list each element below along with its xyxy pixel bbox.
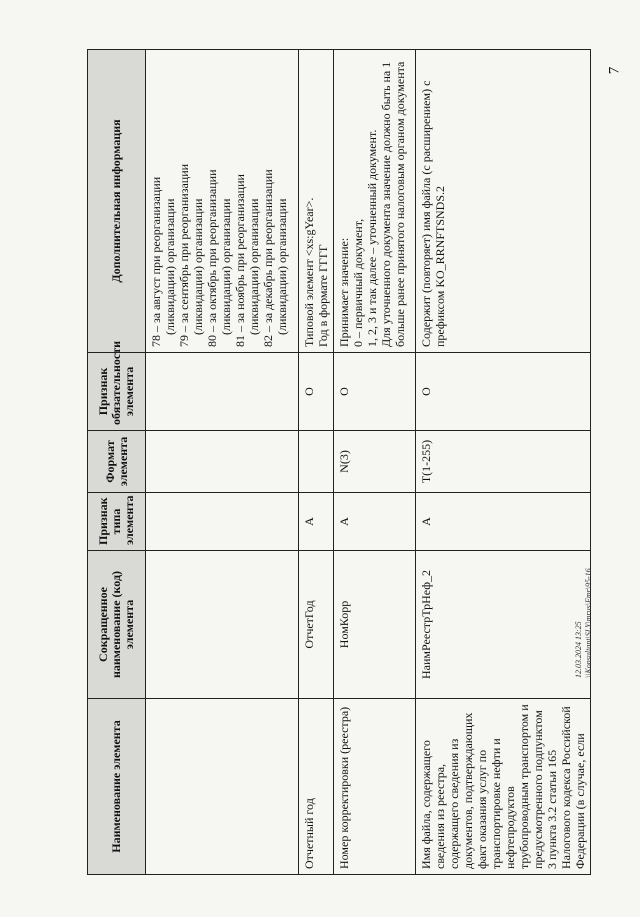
cell-format: N(3) xyxy=(334,431,416,493)
page-number: 7 xyxy=(605,66,622,75)
cell-code: ОтчетГод xyxy=(299,551,334,699)
cell-code: НомКорр xyxy=(334,551,416,699)
cell-name: Отчетный год xyxy=(299,699,334,875)
info-line: Типовой элемент <xs:gYear>. xyxy=(302,197,316,347)
info-line: 1, 2, 3 и так далее – уточненный документ. xyxy=(365,129,379,347)
info-line: Год в формате ГГГГ xyxy=(316,244,330,347)
continuation-info-cell xyxy=(146,50,299,353)
header-additional-info: Дополнительная информация xyxy=(88,50,146,353)
info-line: 78 – за август при реорганизации xyxy=(149,176,163,347)
cell-format: T(1-255) xyxy=(416,431,591,493)
table-row xyxy=(416,50,591,875)
stamp-path: \\Konsultant\SLY\mrus\Fmr\95-16 xyxy=(584,568,593,678)
table-row xyxy=(334,50,416,875)
cell-type: А xyxy=(416,493,591,551)
info-line: (ликвидации) организации xyxy=(191,198,205,335)
cell-info xyxy=(334,50,416,353)
cell-required: О xyxy=(299,353,334,431)
cell-name: Имя файла, содержащего сведения из реестра, содержащего сведения из документов, подтверждающих факт оказания услуг по транспортировке нефти и нефтепродуктов трубопроводным транспортом и предусмотренного подпунктом 3 пункта 3.2 статьи 165 Налогового кодекса Российской Федерации (в случае, если xyxy=(416,699,591,875)
header-element-format: Формат элемента xyxy=(88,431,146,493)
info-line: (ликвидации) организации xyxy=(247,198,261,335)
header-element-type: Признак типа элемента xyxy=(88,493,146,551)
info-line: 79 – за сентябрь при реорганизации xyxy=(177,163,191,347)
table-row-continuation xyxy=(146,50,299,875)
info-line: 0 – первичный документ, xyxy=(351,218,365,347)
info-line: Содержит (повторяет) имя файла (с расширением) с префиксом KO_RRNFTSNDS.2 xyxy=(419,80,447,347)
stamp-date: 12.03.2024 13:25 xyxy=(574,621,583,678)
cell-name: Номер корректировки (реестра) xyxy=(334,699,416,875)
info-line: 82 – за декабрь при реорганизации xyxy=(261,169,275,347)
cell-type: А xyxy=(299,493,334,551)
header-element-code: Сокращенное наименование (код) элемента xyxy=(88,551,146,699)
elements-table xyxy=(87,49,591,875)
table-header-row xyxy=(88,50,146,875)
info-line: 80 – за октябрь при реорганизации xyxy=(205,169,219,347)
cell-required: О xyxy=(416,353,591,431)
cell-type: А xyxy=(334,493,416,551)
cell-info xyxy=(299,50,334,353)
print-stamp xyxy=(574,568,594,678)
info-line: (ликвидации) организации xyxy=(275,198,289,335)
header-element-required: Признак обязательности элемента xyxy=(88,353,146,431)
table-row xyxy=(299,50,334,875)
cell-required: О xyxy=(334,353,416,431)
cell-format xyxy=(299,431,334,493)
cell-code: НаимРеестрТрНеф_2 xyxy=(416,551,591,699)
info-line: Принимает значение: xyxy=(337,237,351,347)
info-line: Для уточненного документа значение должно быть на 1 больше ранее принятого налоговым органом документа xyxy=(379,61,407,347)
info-line: (ликвидации) организации xyxy=(219,198,233,335)
info-line: (ликвидации) организации xyxy=(163,198,177,335)
info-line: 81 – за ноябрь при реорганизации xyxy=(233,174,247,347)
header-element-name: Наименование элемента xyxy=(88,699,146,875)
cell-info xyxy=(416,50,591,353)
